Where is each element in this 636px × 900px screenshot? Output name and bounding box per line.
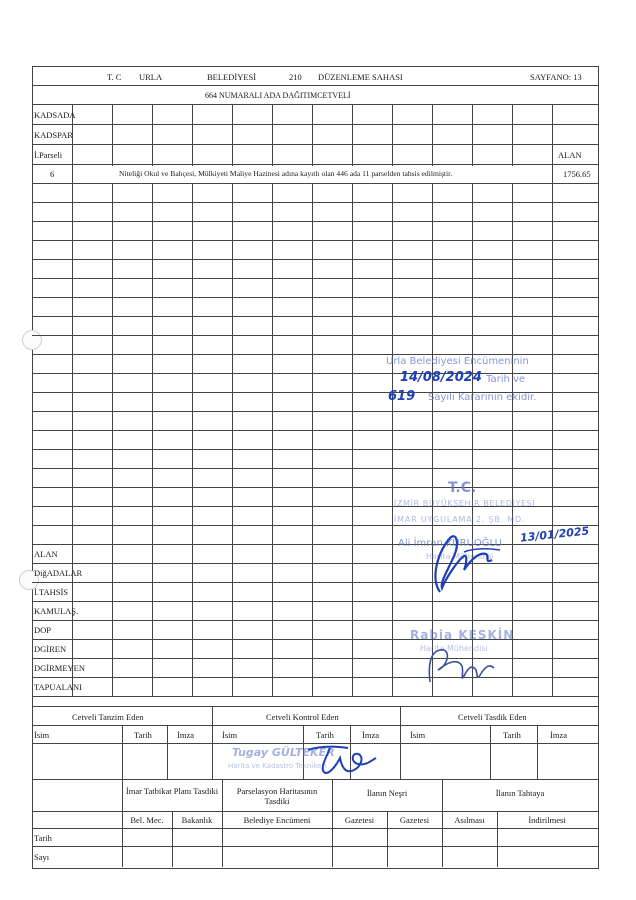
sub-asilmasi: Asılması <box>454 815 485 825</box>
metro-stamp-tc: T.C. <box>448 480 477 496</box>
technician-stamp-name: Tugay GÜLTEKER <box>232 746 335 759</box>
row-label-dop: DOP <box>34 625 52 635</box>
row-label-tapualani: TAPUALANI <box>34 682 82 692</box>
approved-title: Cetveli Tasdik Eden <box>458 712 527 722</box>
technician-signature <box>300 740 380 780</box>
metro-stamp-title: Harita Mühendisi <box>426 552 494 561</box>
council-number-suffix: Sayılı Kararının ekidir. <box>428 392 537 403</box>
entry-area: 1756.65 <box>563 169 591 179</box>
checked-title: Cetveli Kontrol Eden <box>266 712 339 722</box>
header-tc: T. C <box>107 72 122 82</box>
header-area-label: DÜZENLEME SAHASI <box>318 72 403 82</box>
col-ilan-nesri: İlanın Neşri <box>366 788 408 798</box>
col-ilan-tahtaya: İlanın Tahtaya <box>495 788 545 798</box>
sub-gazetesi-1: Gazetesi <box>344 815 375 825</box>
sub-indirilmesi: İndirilmesi <box>528 815 566 825</box>
metro-date: 13/01/2025 <box>519 524 590 545</box>
row-label-alan: ALAN <box>34 549 58 559</box>
council-number: 619 <box>388 389 416 404</box>
row-label-dgirmeyen: DGİRMEYEN <box>34 663 85 673</box>
engineer-signature <box>418 642 498 690</box>
checked-isim: İsim <box>222 730 238 740</box>
row-label-kamulas: KAMULAŞ. <box>34 606 79 616</box>
col-imar-tatbikat: İmar Tatbikat Planı Tasdiki <box>125 786 219 796</box>
metro-stamp-dept: İMAR UYGULAMA 2. ŞB. MD. <box>394 515 526 524</box>
technician-stamp-title: Harita ve Kadastro Teknikeri <box>228 762 327 770</box>
page-number: SAYFANO: 13 <box>530 72 582 82</box>
sub-bel-mec: Bel. Mec. <box>130 815 164 825</box>
row-tarih: Tarih <box>34 833 52 843</box>
label-kadsada: KADSADA <box>34 110 76 120</box>
approved-isim: İsim <box>410 730 426 740</box>
prepared-title: Cetveli Tanzim Eden <box>72 712 144 722</box>
header-city: URLA <box>139 72 163 82</box>
checked-imza: İmza <box>362 730 379 740</box>
punch-hole-top <box>22 330 42 350</box>
metro-stamp-person: Ali İmran KURUOĞLU <box>398 538 502 549</box>
approved-tarih: Tarih <box>503 730 521 740</box>
sub-belediye-encumeni: Belediye Encümeni <box>243 815 311 825</box>
row-sayi: Sayı <box>34 852 50 862</box>
prepared-isim: İsim <box>34 730 50 740</box>
metro-stamp-name: İZMİR BÜYÜKŞEHİR BELEDİYESİ <box>394 499 536 508</box>
label-alan: ALAN <box>558 150 582 160</box>
row-label-tahsis: İ.TAHSİS <box>34 587 69 597</box>
header-area-no: 210 <box>289 72 302 82</box>
council-stamp-line1: Urla Belediyesi Encümeninin <box>386 356 529 367</box>
engineer-stamp-title: Harita Mühendisi <box>420 644 488 653</box>
sub-bakanlik: Bakanlık <box>181 815 213 825</box>
label-kadspar: KADSPAR <box>34 130 73 140</box>
sub-gazetesi-2: Gazetesi <box>399 815 430 825</box>
header-institution: BELEDİYESİ <box>207 72 257 82</box>
row-label-dgiren: DGİREN <box>34 644 67 654</box>
page-title: 664 NUMARALI ADA DAĞITIMCETVELİ <box>205 91 351 100</box>
council-date: 14/08/2024 <box>400 370 482 385</box>
col-parselasyon: Parselasyon Haritasının Tasdiki <box>236 786 318 806</box>
row-label-digadalar: DiğADALAR <box>34 568 83 578</box>
engineer-stamp-name: Rabia KESKİN <box>410 628 515 642</box>
prepared-imza: İmza <box>177 730 194 740</box>
entry-description: Niteliği Okul ve Bahçesi, Mülkiyeti Maliye Hazinesi adına kayıtlı olan 446 ada 11 parselden tahsis edilmiştir. <box>119 169 453 178</box>
label-parseli: İ.Parseli <box>34 150 63 160</box>
prepared-tarih: Tarih <box>134 730 152 740</box>
metro-signature <box>420 530 510 600</box>
approved-imza: İmza <box>550 730 567 740</box>
entry-parcel: 6 <box>50 169 55 179</box>
checked-tarih: Tarih <box>316 730 334 740</box>
council-date-suffix: Tarih ve <box>486 374 526 385</box>
